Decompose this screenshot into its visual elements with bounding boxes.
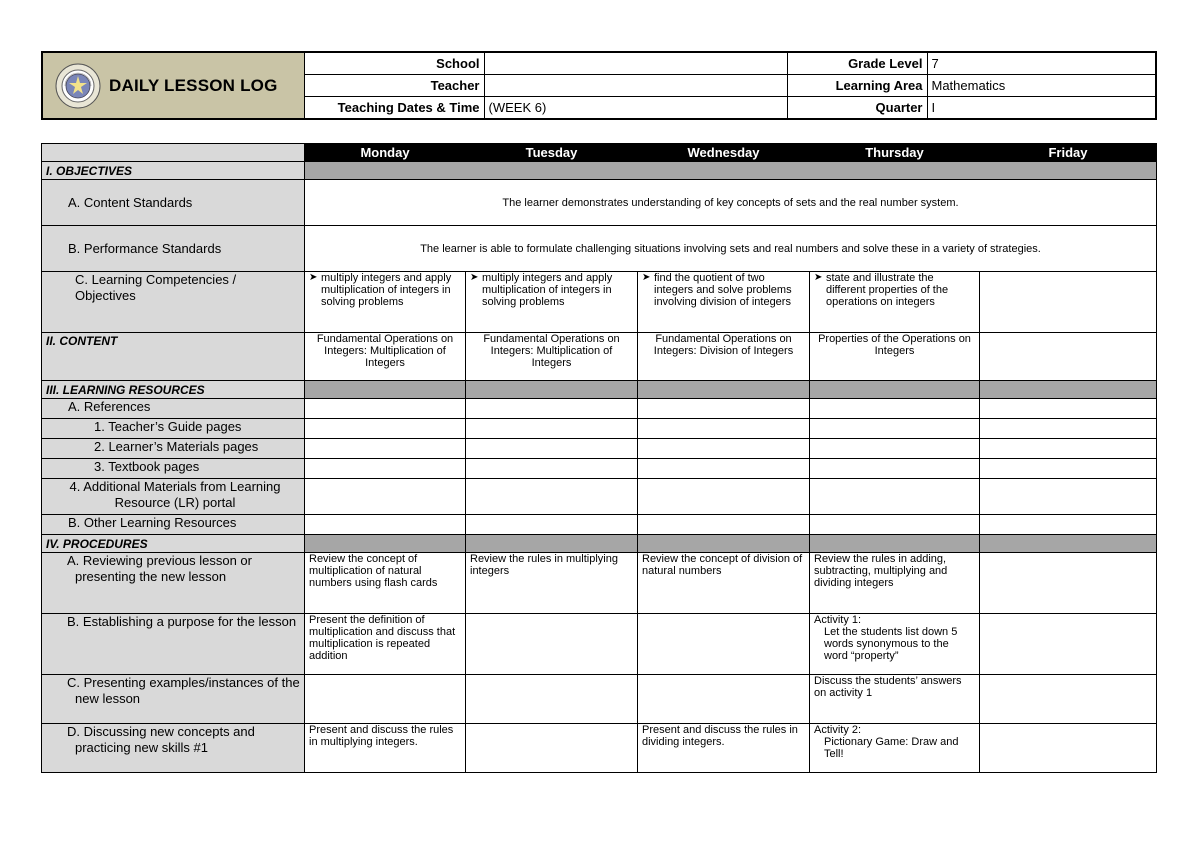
cell[interactable] [810, 479, 980, 515]
procedure-a-monday[interactable]: Review the concept of multiplication of natural numbers using flash cards [305, 553, 466, 614]
procedure-b-monday[interactable]: Present the definition of multiplication and discuss that multiplication is repeated addition [305, 614, 466, 675]
row-label-other-resources: B. Other Learning Resources [42, 515, 305, 535]
row-label-learners-materials: 2. Learner’s Materials pages [42, 439, 305, 459]
row-references [42, 399, 1157, 419]
competency-thursday[interactable]: ➤ state and illustrate the different properties of the operations on integers [810, 272, 980, 333]
procedure-c-thursday[interactable]: Discuss the students’ answers on activity 1 [810, 675, 980, 724]
procedure-c-monday[interactable] [305, 675, 466, 724]
section-row-objectives [42, 162, 1157, 180]
section-heading-resources: III. LEARNING RESOURCES [42, 381, 305, 399]
content-wednesday[interactable]: Fundamental Operations on Integers: Division of Integers [638, 333, 810, 381]
section-heading-content: II. CONTENT [42, 333, 305, 381]
cell[interactable] [466, 439, 638, 459]
activity-detail: Pictionary Game: Draw and Tell! [824, 736, 959, 760]
arrow-bullet-icon: ➤ [642, 272, 651, 283]
cell[interactable] [638, 439, 810, 459]
row-teachers-guide [42, 419, 1157, 439]
row-label-lr-portal: 4. Additional Materials from Learning Resource (LR) portal [42, 479, 305, 515]
day-header-wednesday: Wednesday [638, 144, 810, 162]
procedure-b-friday[interactable] [980, 614, 1157, 675]
cell[interactable] [638, 459, 810, 479]
procedure-b-wednesday[interactable] [638, 614, 810, 675]
corner-cell [42, 144, 305, 162]
row-content-standards [42, 180, 1157, 226]
row-procedure-d [42, 724, 1157, 773]
performance-standards-text[interactable]: The learner is able to formulate challenging situations involving sets and real numbers and solve these in a variety of strategies. [305, 226, 1157, 272]
school-field[interactable] [484, 52, 787, 75]
procedure-c-wednesday[interactable] [638, 675, 810, 724]
row-competencies [42, 272, 1157, 333]
quarter-field[interactable]: I [927, 97, 1156, 120]
procedure-c-tuesday[interactable] [466, 675, 638, 724]
cell[interactable] [980, 479, 1157, 515]
row-other-resources [42, 515, 1157, 535]
section-bar [980, 535, 1157, 553]
row-procedure-a [42, 553, 1157, 614]
cell[interactable] [810, 399, 980, 419]
school-label: School [304, 52, 484, 75]
cell[interactable] [466, 515, 638, 535]
arrow-bullet-icon: ➤ [470, 272, 479, 283]
section-row-procedures [42, 535, 1157, 553]
row-procedure-c [42, 675, 1157, 724]
cell[interactable] [980, 459, 1157, 479]
row-label-references: A. References [42, 399, 305, 419]
cell[interactable] [466, 419, 638, 439]
competency-friday[interactable] [980, 272, 1157, 333]
competency-wednesday[interactable]: ➤ find the quotient of two integers and solve problems involving division of integers [638, 272, 810, 333]
activity-detail: Let the students list down 5 words synonymous to the word “property” [824, 626, 958, 662]
day-header-tuesday: Tuesday [466, 144, 638, 162]
grade-level-label: Grade Level [787, 52, 927, 75]
cell[interactable] [638, 419, 810, 439]
procedure-d-monday[interactable]: Present and discuss the rules in multiplying integers. [305, 724, 466, 773]
procedure-d-thursday[interactable] [810, 724, 980, 773]
quarter-label: Quarter [787, 97, 927, 120]
content-friday[interactable] [980, 333, 1157, 381]
procedure-a-thursday[interactable]: Review the rules in adding, subtracting, multiplying and dividing integers [810, 553, 980, 614]
cell[interactable] [810, 419, 980, 439]
dates-label: Teaching Dates & Time [304, 97, 484, 120]
cell[interactable] [466, 459, 638, 479]
header-table [41, 51, 1157, 120]
row-lr-portal [42, 479, 1157, 515]
content-standards-text[interactable]: The learner demonstrates understanding of key concepts of sets and the real number system. [305, 180, 1157, 226]
cell[interactable] [305, 479, 466, 515]
section-bar [810, 381, 980, 399]
row-textbook [42, 459, 1157, 479]
cell[interactable] [638, 479, 810, 515]
day-header-row [42, 144, 1157, 162]
day-header-friday: Friday [980, 144, 1157, 162]
section-bar [638, 535, 810, 553]
content-monday[interactable]: Fundamental Operations on Integers: Multiplication of Integers [305, 333, 466, 381]
procedure-a-wednesday[interactable]: Review the concept of division of natural numbers [638, 553, 810, 614]
dates-field[interactable]: (WEEK 6) [484, 97, 787, 120]
content-tuesday[interactable]: Fundamental Operations on Integers: Multiplication of Integers [466, 333, 638, 381]
cell[interactable] [980, 419, 1157, 439]
row-label-teachers-guide: 1. Teacher’s Guide pages [42, 419, 305, 439]
section-bar [466, 535, 638, 553]
row-label-textbook: 3. Textbook pages [42, 459, 305, 479]
procedure-d-friday[interactable] [980, 724, 1157, 773]
cell[interactable] [638, 515, 810, 535]
procedure-c-friday[interactable] [980, 675, 1157, 724]
learning-area-field[interactable]: Mathematics [927, 75, 1156, 97]
row-label-performance-standards: B. Performance Standards [42, 226, 305, 272]
cell[interactable] [980, 439, 1157, 459]
cell[interactable] [466, 479, 638, 515]
procedure-b-tuesday[interactable] [466, 614, 638, 675]
row-label-procedure-b: B. Establishing a purpose for the lesson [42, 614, 305, 675]
row-label-competencies: C. Learning Competencies / Objectives [42, 272, 305, 333]
section-row-resources [42, 381, 1157, 399]
deped-seal-icon [55, 63, 101, 109]
section-heading-objectives: I. OBJECTIVES [42, 162, 305, 180]
procedure-a-tuesday[interactable]: Review the rules in multiplying integers [466, 553, 638, 614]
row-label-procedure-d: D. Discussing new concepts and practicing new skills #1 [42, 724, 305, 773]
cell[interactable] [305, 399, 466, 419]
cell[interactable] [980, 515, 1157, 535]
procedure-d-tuesday[interactable] [466, 724, 638, 773]
row-label-procedure-c: C. Presenting examples/instances of the new lesson [42, 675, 305, 724]
section-bar [810, 535, 980, 553]
row-label-procedure-a: A. Reviewing previous lesson or presenting the new lesson [42, 553, 305, 614]
cell[interactable] [305, 439, 466, 459]
section-bar [980, 381, 1157, 399]
section-heading-procedures: IV. PROCEDURES [42, 535, 305, 553]
row-content [42, 333, 1157, 381]
section-bar [638, 381, 810, 399]
logo-cell [42, 52, 304, 119]
cell[interactable] [810, 459, 980, 479]
teacher-field[interactable] [484, 75, 787, 97]
procedure-a-friday[interactable] [980, 553, 1157, 614]
row-procedure-b [42, 614, 1157, 675]
learning-area-label: Learning Area [787, 75, 927, 97]
cell[interactable] [466, 399, 638, 419]
cell[interactable] [638, 399, 810, 419]
row-performance-standards [42, 226, 1157, 272]
section-bar [466, 381, 638, 399]
cell[interactable] [810, 515, 980, 535]
grade-level-field[interactable]: 7 [927, 52, 1156, 75]
cell[interactable] [305, 419, 466, 439]
procedure-b-thursday[interactable] [810, 614, 980, 675]
cell[interactable] [980, 399, 1157, 419]
competency-tuesday[interactable]: ➤ multiply integers and apply multiplication of integers in solving problems [466, 272, 638, 333]
cell[interactable] [305, 459, 466, 479]
arrow-bullet-icon: ➤ [309, 272, 318, 283]
teacher-label: Teacher [304, 75, 484, 97]
procedure-d-wednesday[interactable]: Present and discuss the rules in dividing integers. [638, 724, 810, 773]
section-bar [305, 381, 466, 399]
cell[interactable] [810, 439, 980, 459]
content-thursday[interactable]: Properties of the Operations on Integers [810, 333, 980, 381]
section-bar [305, 535, 466, 553]
activity-label: Activity 1: [814, 614, 862, 626]
day-header-monday: Monday [305, 144, 466, 162]
row-learners-materials [42, 439, 1157, 459]
section-bar [305, 162, 1157, 180]
page-title: DAILY LESSON LOG [109, 75, 278, 95]
lesson-log-table [41, 143, 1157, 773]
cell[interactable] [305, 515, 466, 535]
competency-monday[interactable]: ➤ multiply integers and apply multiplication of integers in solving problems [305, 272, 466, 333]
arrow-bullet-icon: ➤ [814, 272, 823, 283]
activity-label: Activity 2: [814, 724, 862, 736]
day-header-thursday: Thursday [810, 144, 980, 162]
row-label-content-standards: A. Content Standards [42, 180, 305, 226]
